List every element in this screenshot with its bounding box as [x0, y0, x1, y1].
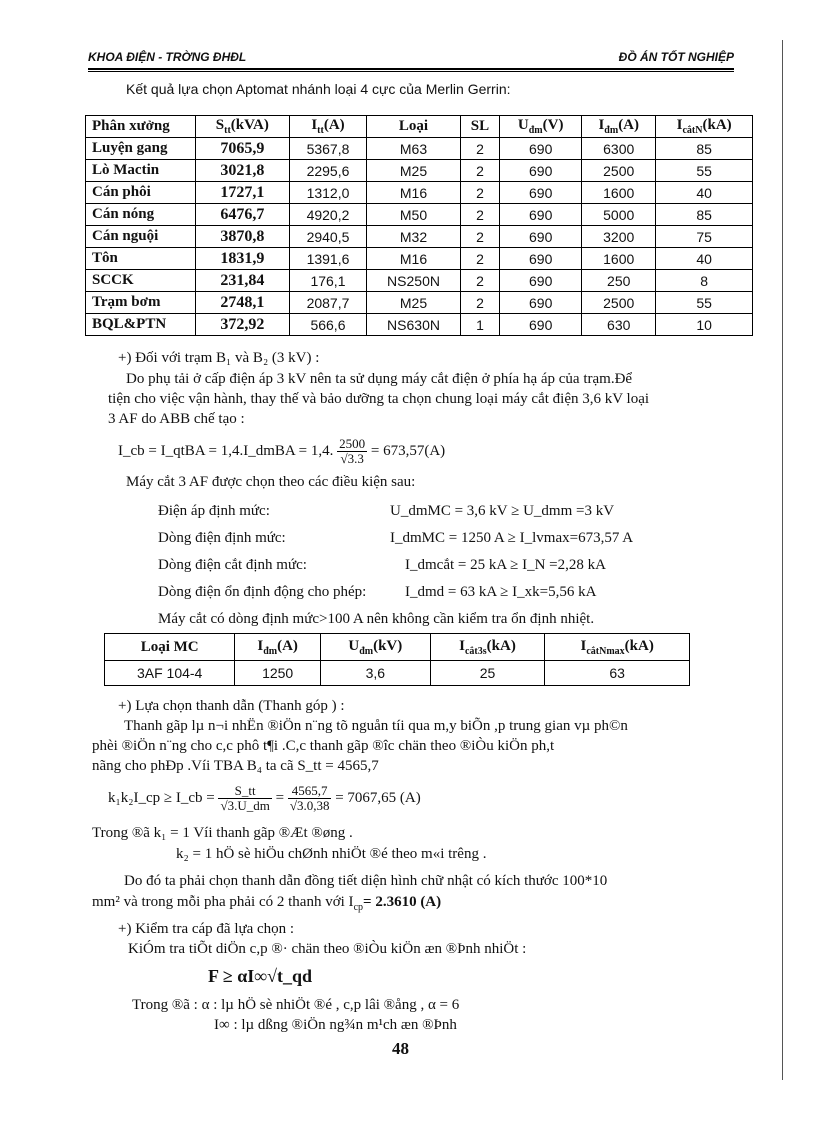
section2-p2: phèi ®iÖn n¨ng cho c,c phô t¶i .C,c thanh gãp ®îc chän theo ®iÒu kiÖn ph,t: [92, 738, 555, 754]
cond-value: I_dmd = 63 kA ≥ I_xk=5,56 kA: [405, 584, 597, 600]
section1-title: +) Đối với trạm B₁ và B₂ (3 kV) :: [118, 350, 320, 366]
section3-p1: KiÓm tra tiÕt diÖn c,p ®· chän theo ®iÒu kiÖn æn ®Þnh nhiÖt :: [128, 941, 527, 957]
col-header: $I_{đm}(A)$: [235, 634, 321, 661]
table-row: Lò Mactin 3021,8 2295,6 M25 2 690 2500 55: [86, 160, 753, 182]
section2-title: +) Lựa chọn thanh dẫn (Thanh góp ) :: [118, 698, 345, 714]
aptomat-table: [85, 115, 753, 336]
header-left: KHOA ĐIỆN - TRỜNG ĐHĐL: [88, 50, 247, 64]
fraction: $\frac{4565,7}{√3.0,38}$: [289, 783, 330, 814]
where-line2: k₂ = 1 hÖ sè hiÖu chØnh nhiÖt ®é theo m«i trêng .: [176, 846, 487, 862]
intro-text: Kết quả lựa chọn Aptomat nhánh loại 4 cực của Merlin Gerrin:: [126, 81, 511, 97]
col-header: $I_{cắtN}(kA)$: [656, 116, 753, 138]
table-row: BQL&PTN 372,92 566,6 NS630N 1 690 630 10: [86, 314, 753, 336]
col-header: SL: [460, 116, 500, 138]
cond-label: Dòng điện ổn định động cho phép:: [158, 584, 367, 600]
conditions-intro: Máy cắt 3 AF được chọn theo các điều kiện sau:: [126, 474, 416, 490]
note-text: Máy cắt có dòng định mức>100 A nên không cần kiểm tra ổn định nhiệt.: [158, 611, 595, 627]
table-row: Tôn 1831,9 1391,6 M16 2 690 1600 40: [86, 248, 753, 270]
table-header-row: [105, 634, 690, 661]
table-row: Luyện gang 7065,9 5367,8 M63 2 690 6300 85: [86, 138, 753, 160]
page-header: [88, 50, 734, 68]
conclusion-line2: mm² và trong mỗi pha phải có 2 thanh với $I_{cp}= 2.3610$ (A): [92, 894, 442, 913]
table-row: Cán phôi 1727,1 1312,0 M16 2 690 1600 40: [86, 182, 753, 204]
col-header: $U_{đm}(V)$: [500, 116, 582, 138]
page-border: [782, 40, 783, 1080]
table-row: Trạm bơm 2748,1 2087,7 M25 2 690 2500 55: [86, 292, 753, 314]
section1-p2: tiện cho việc vận hành, thay thế và bảo dưỡng ta chọn chung loại máy cắt điện 3,6 kV loại: [108, 391, 650, 407]
col-header: $S_{tt}(kVA)$: [196, 116, 290, 138]
cond-label: Dòng điện cắt định mức:: [158, 557, 307, 573]
cond-label: Dòng điện định mức:: [158, 530, 286, 546]
conclusion-line1: Do đó ta phải chọn thanh dẫn đồng tiết diện hình chữ nhật có kích thước 100*10: [124, 873, 608, 889]
section3-title: +) Kiểm tra cáp đã lựa chọn :: [118, 921, 295, 937]
col-header: $I_{cắtNmax}(kA)$: [545, 634, 690, 661]
table-row: 3AF 104-4 1250 3,6 25 63: [105, 661, 690, 686]
cond-label: Điện áp định mức:: [158, 503, 270, 519]
table-row: Cán nguội 3870,8 2940,5 M32 2 690 3200 75: [86, 226, 753, 248]
table-header-row: [86, 116, 753, 138]
section2-p3: nãng cho phÐp .Víi TBA B₄ ta cã S_tt = 4565,7: [92, 758, 379, 774]
section1-p3: 3 AF do ABB chế tạo :: [108, 411, 245, 427]
cond-value: U_dmMC = 3,6 kV ≥ U_dmm =3 kV: [390, 503, 615, 519]
section2-p1: Thanh gãp lµ n¬i nhËn ®iÖn n¨ng tõ nguån tíi qua m,y biÕn ,p trung gian vµ ph©n: [124, 718, 628, 734]
formula-kicp: k₁k₂I_cp ≥ I_cb = $\frac{S\_tt}{√3.U\_dm}$ = $\frac{4565,7}{√3.0,38}$ = 7067,65 (A): [108, 783, 421, 814]
where-line1: Trong ®ã k₁ = 1 Víi thanh gãp ®Æt ®øng .: [92, 825, 353, 841]
cond-value: I_dmcắt = 25 kA ≥ I_N =2,28 kA: [405, 557, 606, 573]
col-header: $U_{đm}(kV)$: [320, 634, 430, 661]
table-row: SCCK 231,84 176,1 NS250N 2 690 250 8: [86, 270, 753, 292]
header-right: ĐỒ ÁN TỐT NGHIỆP: [618, 50, 734, 64]
fraction: $\frac{2500}{√3.3}$: [339, 436, 366, 467]
page-number: 48: [392, 1039, 409, 1058]
formula-icb: I_cb = I_qtBA = 1,4.I_dmBA = 1,4. $\frac{2500}{√3.3}$ = 673,57(A): [118, 436, 446, 467]
header-rule-thin: [88, 71, 734, 72]
section1-p1: Do phụ tải ở cấp điện áp 3 kV nên ta sử dụng máy cắt điện ở phía hạ áp của trạm.Để: [126, 371, 633, 387]
col-header: Phân xưởng: [86, 116, 196, 138]
circuit-breaker-table: [104, 633, 690, 686]
cond-value: I_dmMC = 1250 A ≥ I_lvmax=673,57 A: [390, 530, 634, 546]
col-header: Loại: [367, 116, 460, 138]
header-rule: [88, 68, 734, 70]
col-header: $I_{đm}(A)$: [582, 116, 656, 138]
section3-where2: I∞ : lµ dßng ®iÖn ng¾n m¹ch æn ®Þnh: [214, 1017, 457, 1033]
col-header: Loại MC: [105, 634, 235, 661]
fraction: $\frac{S\_tt}{√3.U\_dm}$: [220, 783, 270, 814]
formula-f: F ≥ αI∞√t_qd: [208, 966, 312, 986]
table-row: Cán nóng 6476,7 4920,2 M50 2 690 5000 85: [86, 204, 753, 226]
col-header: $I_{cắt3s}(kA)$: [430, 634, 545, 661]
col-header: $I_{tt}(A)$: [289, 116, 367, 138]
section3-where1: Trong ®ã : α : lµ hÖ sè nhiÖt ®é , c,p lâi ®ång , α = 6: [132, 997, 460, 1013]
